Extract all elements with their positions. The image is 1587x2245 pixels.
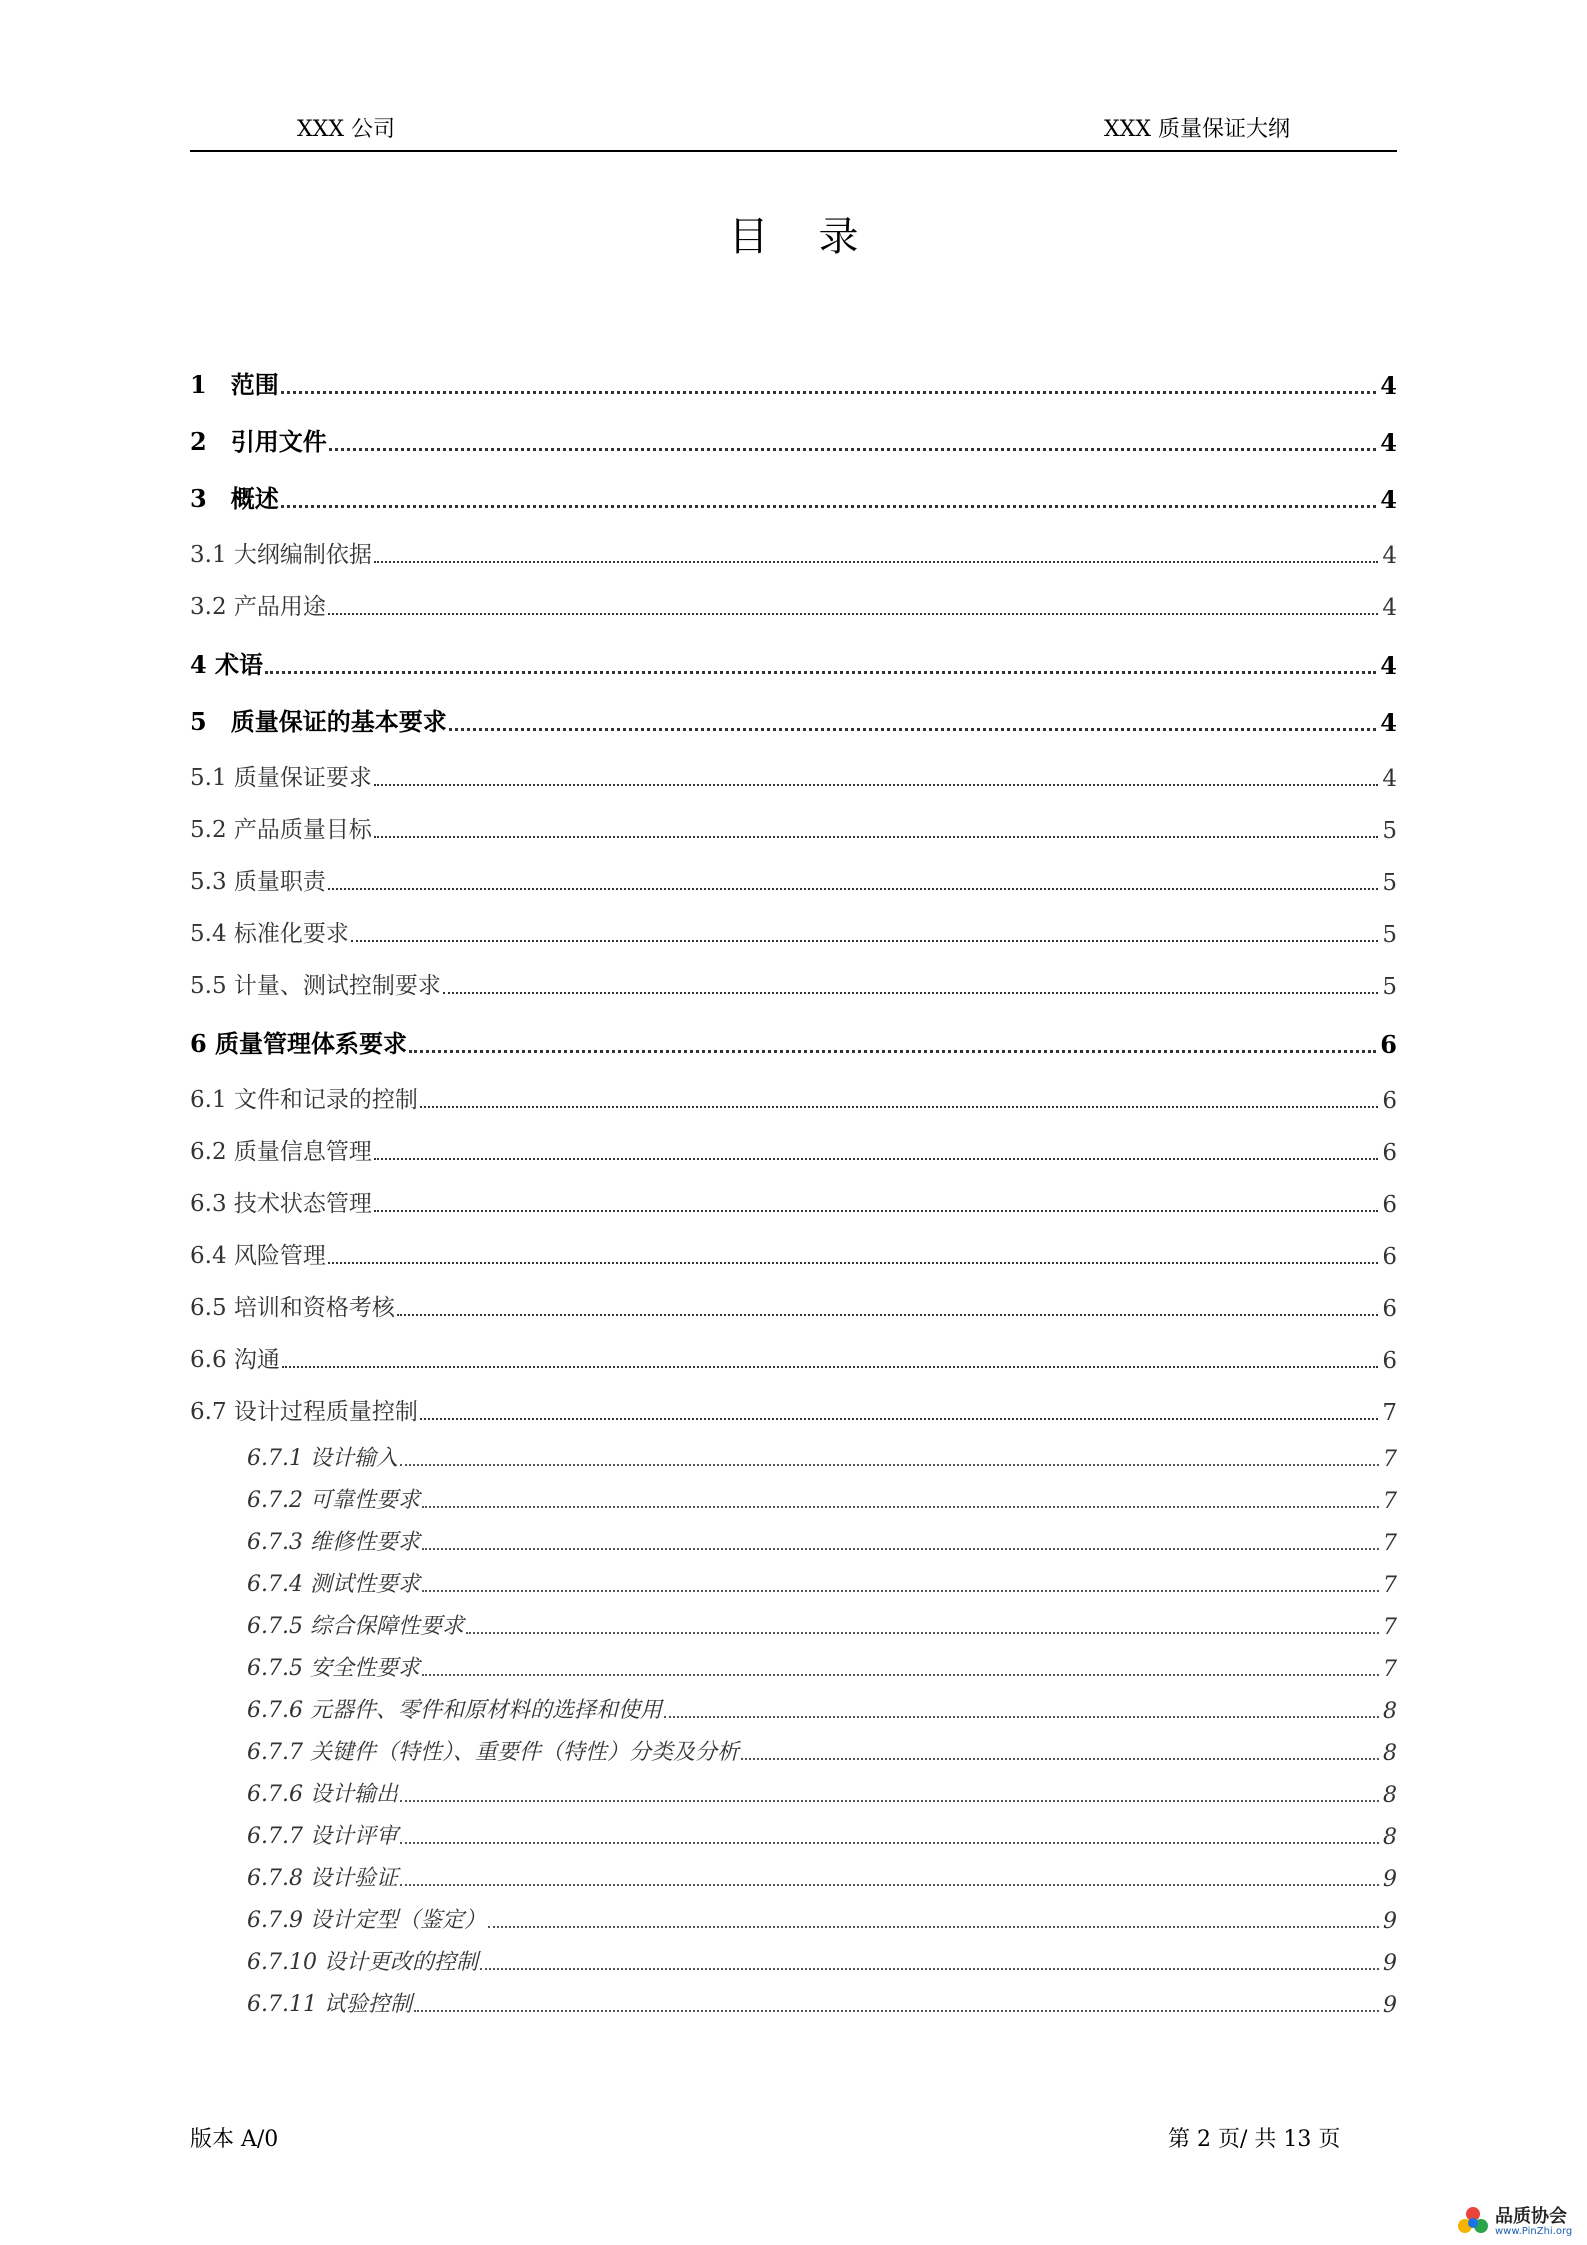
toc-entry-label: 6.7.5 综合保障性要求 [247,1614,464,1639]
toc-entry-label: 6.7.4 测试性要求 [247,1572,420,1597]
toc-entry[interactable] [190,479,1397,514]
toc-entry-page: 8 [1383,1699,1397,1724]
toc-dot-leader [374,783,1378,786]
toc-entry-label: 6.6 沟通 [190,1347,280,1373]
toc-entry-page: 8 [1383,1741,1397,1766]
toc-entry-page: 4 [1380,485,1397,514]
toc-dot-leader [420,1105,1378,1108]
toc-dot-leader [397,1313,1378,1316]
toc-entry[interactable] [190,365,1397,400]
toc-entry[interactable] [190,1819,1397,1850]
toc-entry[interactable] [190,536,1397,569]
toc-entry[interactable] [190,967,1397,1000]
toc-entry-label: 5.2 产品质量目标 [190,817,372,843]
toc-entry-label: 5.4 标准化要求 [190,921,349,947]
toc-entry[interactable] [190,1903,1397,1934]
toc-dot-leader [351,939,1378,942]
toc-entry-label: 6.7.7 关键件（特性）、重要件（特性）分类及分析 [247,1740,739,1765]
toc-dot-leader [281,504,1377,508]
toc-entry-page: 6 [1382,1348,1397,1374]
toc-entry-label: 6.7.10 设计更改的控制 [247,1950,478,1975]
toc-entry[interactable] [190,422,1397,457]
toc-entry-label: 3 概述 [190,484,279,513]
toc-entry-page: 8 [1383,1825,1397,1850]
toc-entry[interactable] [190,1735,1397,1766]
page-header [190,112,1397,152]
toc-dot-leader [328,612,1378,615]
header-document-title: XXX 质量保证大纲 [1104,117,1290,142]
toc-entry-label: 5 质量保证的基本要求 [190,707,447,736]
toc-entry-label: 5.5 计量、测试控制要求 [190,973,441,999]
toc-entry-label: 6.7.6 元器件、零件和原材料的选择和使用 [247,1698,662,1723]
toc-entry-page: 7 [1382,1400,1397,1426]
toc-entry-page: 4 [1382,543,1397,569]
toc-entry-page: 7 [1383,1573,1397,1598]
toc-entry[interactable] [190,1441,1397,1472]
toc-entry[interactable] [190,1987,1397,2018]
toc-entry-label: 3.1 大纲编制依据 [190,542,372,568]
toc-entry-page: 7 [1383,1489,1397,1514]
toc-entry-page: 9 [1383,1909,1397,1934]
toc-dot-leader [400,1799,1379,1802]
toc-entry[interactable] [190,588,1397,621]
toc-entry[interactable] [190,1651,1397,1682]
toc-entry[interactable] [190,811,1397,844]
footer-page-info: 第 2 页/ 共 13 页 [1168,2127,1341,2152]
toc-entry-page: 5 [1382,922,1397,948]
toc-dot-leader [420,1417,1378,1420]
toc-dot-leader [374,1157,1378,1160]
site-logo [1455,2200,1585,2242]
toc-dot-leader [488,1925,1379,1928]
toc-entry[interactable] [190,915,1397,948]
toc-entry-label: 6.3 技术状态管理 [190,1191,372,1217]
toc-entry-page: 7 [1383,1531,1397,1556]
toc-entry[interactable] [190,1777,1397,1808]
toc-entry[interactable] [190,1483,1397,1514]
toc-entry-label: 6.7.8 设计验证 [247,1866,398,1891]
toc-entry-page: 5 [1382,818,1397,844]
toc-dot-leader [409,1049,1376,1053]
toc-entry-page: 6 [1382,1296,1397,1322]
toc-entry-label: 6.7.9 设计定型（鉴定） [247,1908,486,1933]
toc-dot-leader [374,1209,1378,1212]
toc-entry[interactable] [190,1185,1397,1218]
toc-dot-leader [400,1841,1379,1844]
toc-entry-page: 6 [1380,1030,1397,1059]
toc-dot-leader [422,1673,1379,1676]
toc-dot-leader [328,887,1378,890]
toc-entry[interactable] [190,1525,1397,1556]
toc-entry-label: 4 术语 [190,650,264,679]
toc-entry-page: 4 [1380,708,1397,737]
toc-entry-label: 6.7 设计过程质量控制 [190,1399,418,1425]
toc-entry[interactable] [190,1024,1397,1059]
toc-entry[interactable] [190,1861,1397,1892]
toc-entry-label: 6.2 质量信息管理 [190,1139,372,1165]
toc-dot-leader [400,1463,1379,1466]
toc-entry[interactable] [190,1393,1397,1426]
toc-entry-page: 4 [1380,428,1397,457]
toc-entry-page: 6 [1382,1244,1397,1270]
toc-dot-leader [422,1547,1379,1550]
toc-entry-page: 6 [1382,1192,1397,1218]
toc-entry-page: 6 [1382,1140,1397,1166]
toc-entry-page: 4 [1382,766,1397,792]
toc-entry[interactable] [190,1081,1397,1114]
toc-dot-leader [466,1631,1379,1634]
flower-logo-icon [1455,2204,1491,2240]
toc-dot-leader [281,390,1377,394]
toc-dot-leader [414,2009,1379,2012]
toc-entry-label: 6.5 培训和资格考核 [190,1295,395,1321]
toc-entry[interactable] [190,702,1397,737]
toc-entry-label: 2 引用文件 [190,427,327,456]
toc-dot-leader [480,1967,1379,1970]
toc-entry[interactable] [190,1289,1397,1322]
toc-entry[interactable] [190,1341,1397,1374]
page-title: 目录 [728,214,909,260]
toc-entry-label: 5.3 质量职责 [190,869,326,895]
toc-entry[interactable] [190,1237,1397,1270]
toc-entry-page: 9 [1383,1993,1397,2018]
logo-url: www.PinZhi.org [1495,2226,1573,2237]
toc-entry-page: 9 [1383,1951,1397,1976]
toc-dot-leader [329,447,1377,451]
toc-entry-page: 5 [1382,870,1397,896]
toc-entry-page: 4 [1380,371,1397,400]
footer-version: 版本 A/0 [190,2127,279,2152]
toc-dot-leader [374,835,1378,838]
toc-dot-leader [422,1505,1379,1508]
logo-name: 品质协会 [1495,2206,1567,2227]
toc-entry-label: 1 范围 [190,370,279,399]
toc-dot-leader [265,670,1376,674]
toc-entry-page: 7 [1383,1447,1397,1472]
toc-entry-page: 5 [1382,974,1397,1000]
toc-entry-label: 5.1 质量保证要求 [190,765,372,791]
toc-dot-leader [400,1883,1379,1886]
toc-entry[interactable] [190,1133,1397,1166]
toc-entry-label: 6.7.6 设计输出 [247,1782,398,1807]
toc-dot-leader [741,1757,1379,1760]
toc-entry-label: 3.2 产品用途 [190,594,326,620]
toc-entry-page: 8 [1383,1783,1397,1808]
toc-entry-page: 7 [1383,1615,1397,1640]
toc-dot-leader [328,1261,1378,1264]
toc-entry-label: 6.7.11 试验控制 [247,1992,412,2017]
toc-entry[interactable] [190,1567,1397,1598]
toc-entry-label: 6 质量管理体系要求 [190,1029,408,1058]
toc-dot-leader [282,1365,1378,1368]
toc-entry[interactable] [190,1945,1397,1976]
header-company: XXX 公司 [297,117,395,142]
toc-entry-page: 6 [1382,1088,1397,1114]
toc-entry-page: 7 [1383,1657,1397,1682]
toc-entry[interactable] [190,1609,1397,1640]
toc-dot-leader [422,1589,1379,1592]
toc-entry-label: 6.7.2 可靠性要求 [247,1488,420,1513]
toc-entry[interactable] [190,645,1397,680]
toc-entry[interactable] [190,863,1397,896]
toc-entry-label: 6.1 文件和记录的控制 [190,1087,418,1113]
toc-entry-label: 6.7.3 维修性要求 [247,1530,420,1555]
toc-entry-label: 6.7.1 设计输入 [247,1446,398,1471]
toc-entry[interactable] [190,759,1397,792]
toc-entry-page: 9 [1383,1867,1397,1892]
toc-entry-label: 6.7.5 安全性要求 [247,1656,420,1681]
toc-dot-leader [449,727,1377,731]
toc-dot-leader [664,1715,1379,1718]
toc-entry-label: 6.4 风险管理 [190,1243,326,1269]
toc-dot-leader [443,991,1378,994]
toc-entry-page: 4 [1380,651,1397,680]
toc-entry[interactable] [190,1693,1397,1724]
toc-dot-leader [374,560,1378,563]
toc-entry-page: 4 [1382,595,1397,621]
toc-entry-label: 6.7.7 设计评审 [247,1824,398,1849]
